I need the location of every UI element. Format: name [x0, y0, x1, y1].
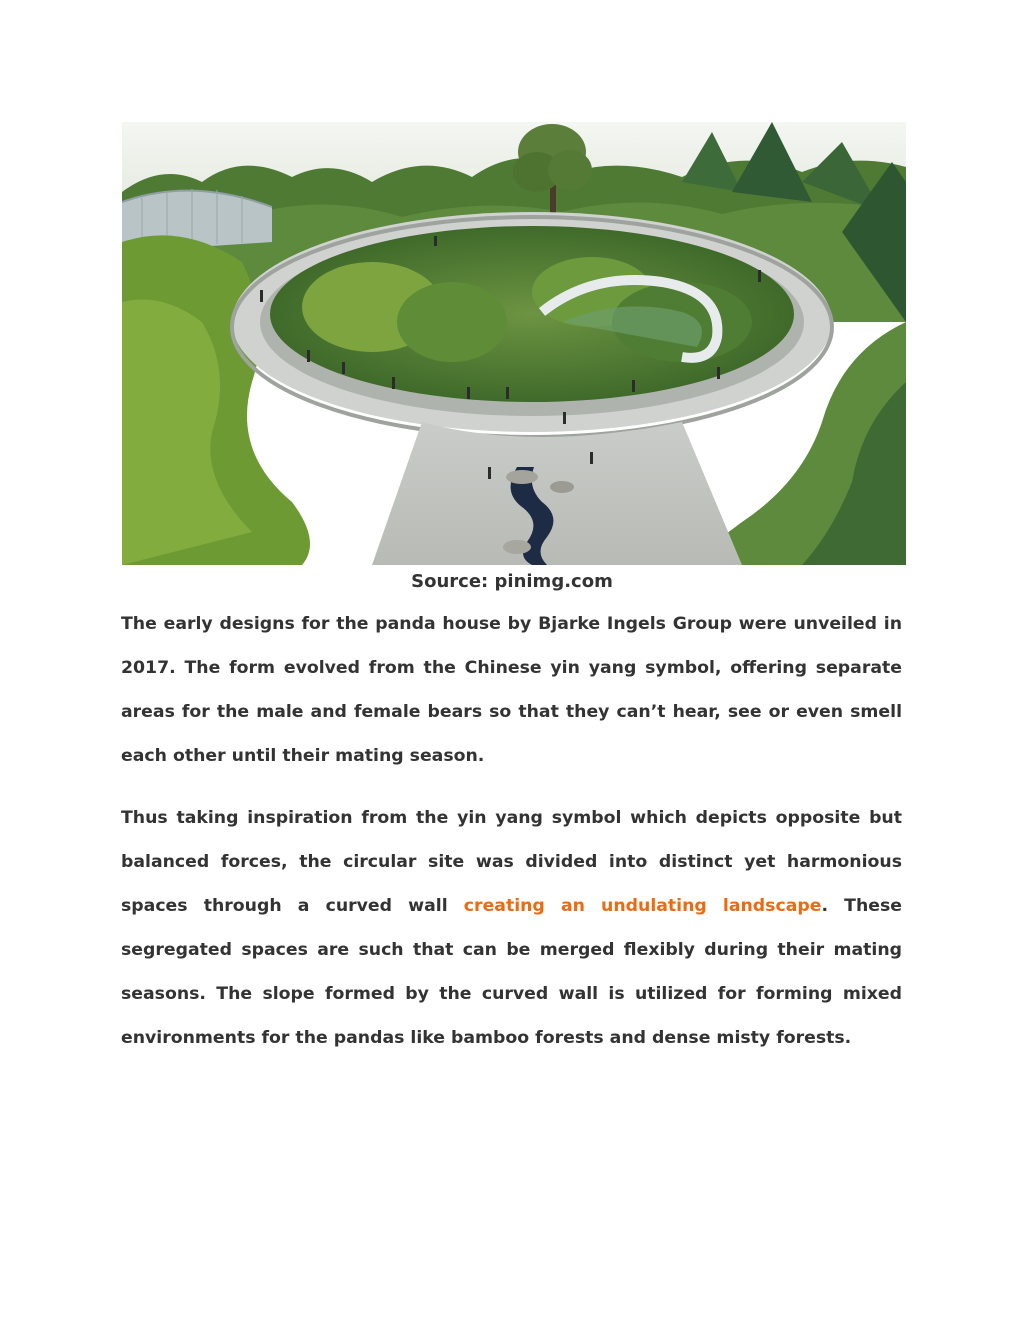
panda-house-image	[122, 122, 906, 565]
paragraph-text-end: . These segregated spaces are such that can be merged flexibly during their mating seasons. The slope formed by the curved wall is utilized for forming mixed environments for the pandas like bamboo forests and dense misty forests.	[121, 896, 902, 1048]
paragraph-inspiration	[121, 796, 902, 1060]
paragraph-intro: The early designs for the panda house by Bjarke Ingels Group were unveiled in 2017. The form evolved from the Chinese yin yang symbol, offering separate areas for the male and female bears so that they can’t hear, see or even smell each other until their mating season.	[121, 614, 902, 766]
undulating-landscape-link[interactable]: creating an undulating landscape	[463, 896, 822, 916]
aerial-rendering	[122, 122, 906, 565]
image-caption: Source: pinimg.com	[411, 571, 613, 592]
paragraph-text-start: Thus taking inspiration from the yin yang symbol which depicts opposite but balanced forces, the circular site was divided into distinct yet harmonious spaces through a curved wall	[121, 808, 902, 916]
